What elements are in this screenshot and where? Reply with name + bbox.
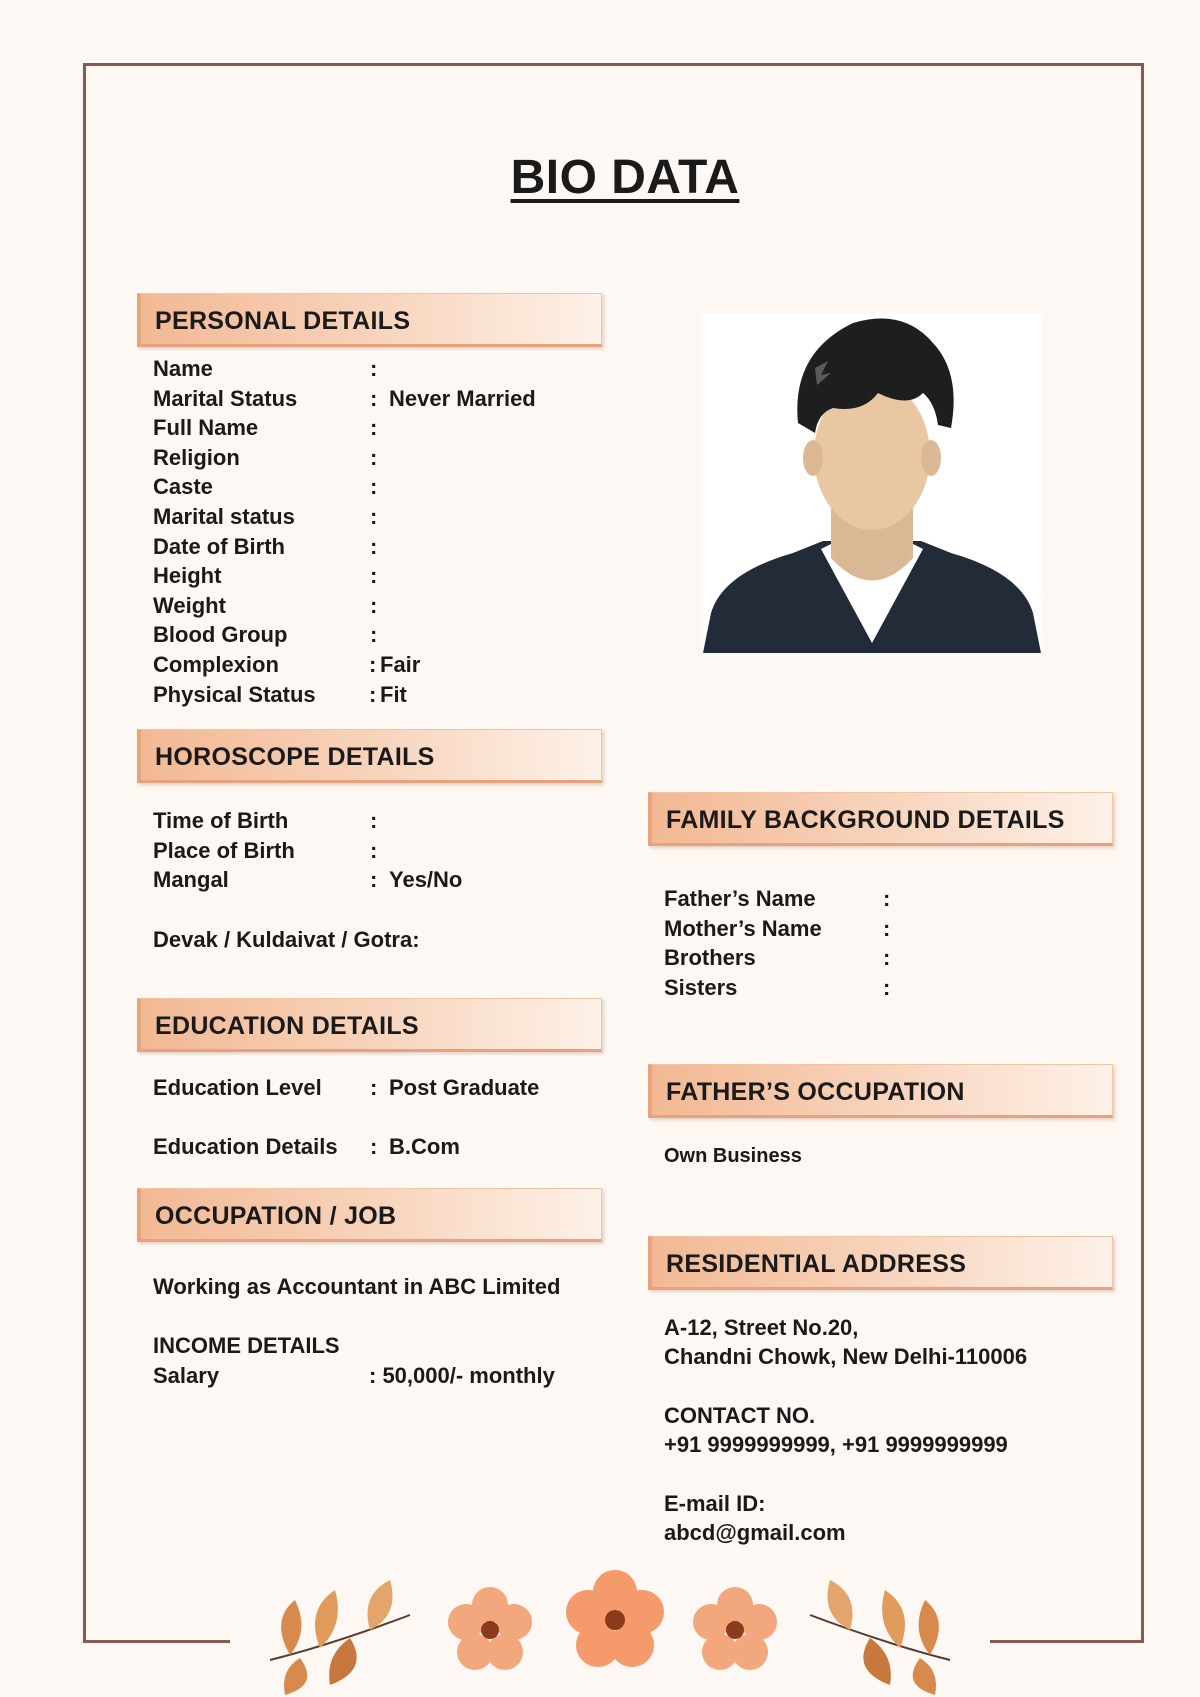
row-label: Weight — [153, 592, 226, 618]
detail-row — [153, 865, 633, 895]
detail-row — [153, 680, 633, 710]
income-heading: INCOME DETAILS — [153, 1333, 340, 1358]
contact-label: CONTACT NO. — [664, 1403, 816, 1428]
detail-row — [153, 413, 633, 443]
row-separator: : — [370, 444, 378, 470]
flower-icon-2 — [566, 1570, 664, 1667]
row-label: Physical Status — [153, 681, 316, 707]
avatar-icon — [703, 313, 1041, 653]
row-value: Post Graduate — [389, 1075, 540, 1100]
row-label: Mangal — [153, 867, 229, 892]
floral-decoration — [250, 1560, 970, 1697]
residential-address-heading: RESIDENTIAL ADDRESS — [648, 1236, 1113, 1290]
row-value: Fit — [380, 681, 407, 707]
row-label: Date of Birth — [153, 533, 285, 559]
flower-icon-1 — [448, 1587, 532, 1670]
row-separator: : — [370, 474, 378, 500]
education-details-heading: EDUCATION DETAILS — [137, 998, 602, 1052]
detail-row — [153, 1132, 633, 1162]
row-separator: : — [370, 533, 378, 559]
detail-row — [664, 943, 1144, 973]
row-separator: : — [370, 622, 378, 648]
father-occupation-heading: FATHER’S OCCUPATION — [648, 1064, 1113, 1118]
detail-row — [153, 443, 633, 473]
row-separator: : — [370, 808, 378, 833]
row-separator: : — [369, 652, 377, 677]
row-separator: : — [370, 415, 378, 441]
row-label: Religion — [153, 444, 240, 470]
detail-row — [153, 836, 633, 866]
row-label: Brothers — [664, 945, 756, 970]
detail-row — [664, 884, 1144, 914]
personal-details-heading: PERSONAL DETAILS — [137, 293, 602, 347]
detail-row — [153, 472, 633, 502]
detail-row — [153, 532, 633, 562]
row-label: Education Level — [153, 1075, 322, 1100]
row-separator: : — [370, 504, 378, 529]
detail-row — [153, 384, 633, 414]
horoscope-details-heading: HOROSCOPE DETAILS — [137, 729, 602, 783]
detail-row — [664, 973, 1144, 1003]
row-label: Full Name — [153, 415, 259, 441]
row-label: Blood Group — [153, 622, 288, 648]
occupation-text: Working as Accountant in ABC Limited — [153, 1274, 561, 1299]
row-separator: : — [883, 974, 891, 1000]
row-separator: : — [370, 356, 378, 381]
address-line-1: A-12, Street No.20, — [664, 1315, 859, 1340]
detail-row — [153, 502, 633, 532]
address-line-2: Chandni Chowk, New Delhi-110006 — [664, 1344, 1028, 1369]
row-separator: : — [369, 681, 377, 707]
row-separator: : — [370, 563, 378, 589]
row-separator: : — [370, 1134, 378, 1159]
flower-icon-3 — [693, 1587, 777, 1670]
page-title: BIO DATA — [510, 151, 740, 204]
left-branch-icon — [270, 1580, 410, 1695]
row-label: Complexion — [153, 652, 279, 677]
row-label: Father’s Name — [664, 886, 816, 911]
detail-row — [153, 620, 633, 650]
occupation-heading: OCCUPATION / JOB — [137, 1188, 602, 1242]
row-label: Height — [153, 563, 222, 589]
row-label: Caste — [153, 474, 213, 500]
row-separator: : — [370, 837, 378, 863]
email-value: abcd@gmail.com — [664, 1520, 846, 1545]
detail-row — [153, 1073, 633, 1103]
row-separator: : — [883, 945, 891, 970]
row-value: Never Married — [389, 385, 536, 411]
detail-row — [153, 561, 633, 591]
row-value: Fair — [380, 652, 421, 677]
row-label: Marital Status — [153, 385, 298, 411]
right-branch-icon — [810, 1580, 950, 1695]
row-separator: : — [370, 867, 378, 892]
detail-row — [664, 914, 1144, 944]
row-label: Name — [153, 356, 213, 381]
row-value: Yes/No — [389, 867, 463, 892]
row-separator: : — [370, 592, 378, 618]
detail-row — [153, 354, 633, 384]
row-value: B.Com — [389, 1134, 460, 1159]
row-separator: : — [370, 385, 378, 411]
row-label: Marital status — [153, 504, 295, 529]
row-label: Sisters — [664, 974, 738, 1000]
row-label: Time of Birth — [153, 808, 289, 833]
row-label: Mother’s Name — [664, 915, 822, 941]
father-occupation-text: Own Business — [664, 1145, 802, 1167]
row-label: Place of Birth — [153, 837, 295, 863]
detail-row — [153, 650, 633, 680]
contact-value: +91 9999999999, +91 9999999999 — [664, 1432, 1008, 1457]
email-label: E-mail ID: — [664, 1491, 766, 1516]
salary-label: Salary — [153, 1363, 220, 1388]
profile-photo — [703, 313, 1041, 653]
row-label: Education Details — [153, 1134, 338, 1159]
detail-row — [153, 806, 633, 836]
detail-row — [153, 591, 633, 621]
row-separator: : — [883, 886, 891, 911]
salary-value: : 50,000/- monthly — [369, 1363, 555, 1388]
family-background-heading: FAMILY BACKGROUND DETAILS — [648, 792, 1113, 846]
row-separator: : — [370, 1075, 378, 1100]
devak-label: Devak / Kuldaivat / Gotra: — [153, 927, 420, 952]
row-separator: : — [883, 915, 891, 941]
